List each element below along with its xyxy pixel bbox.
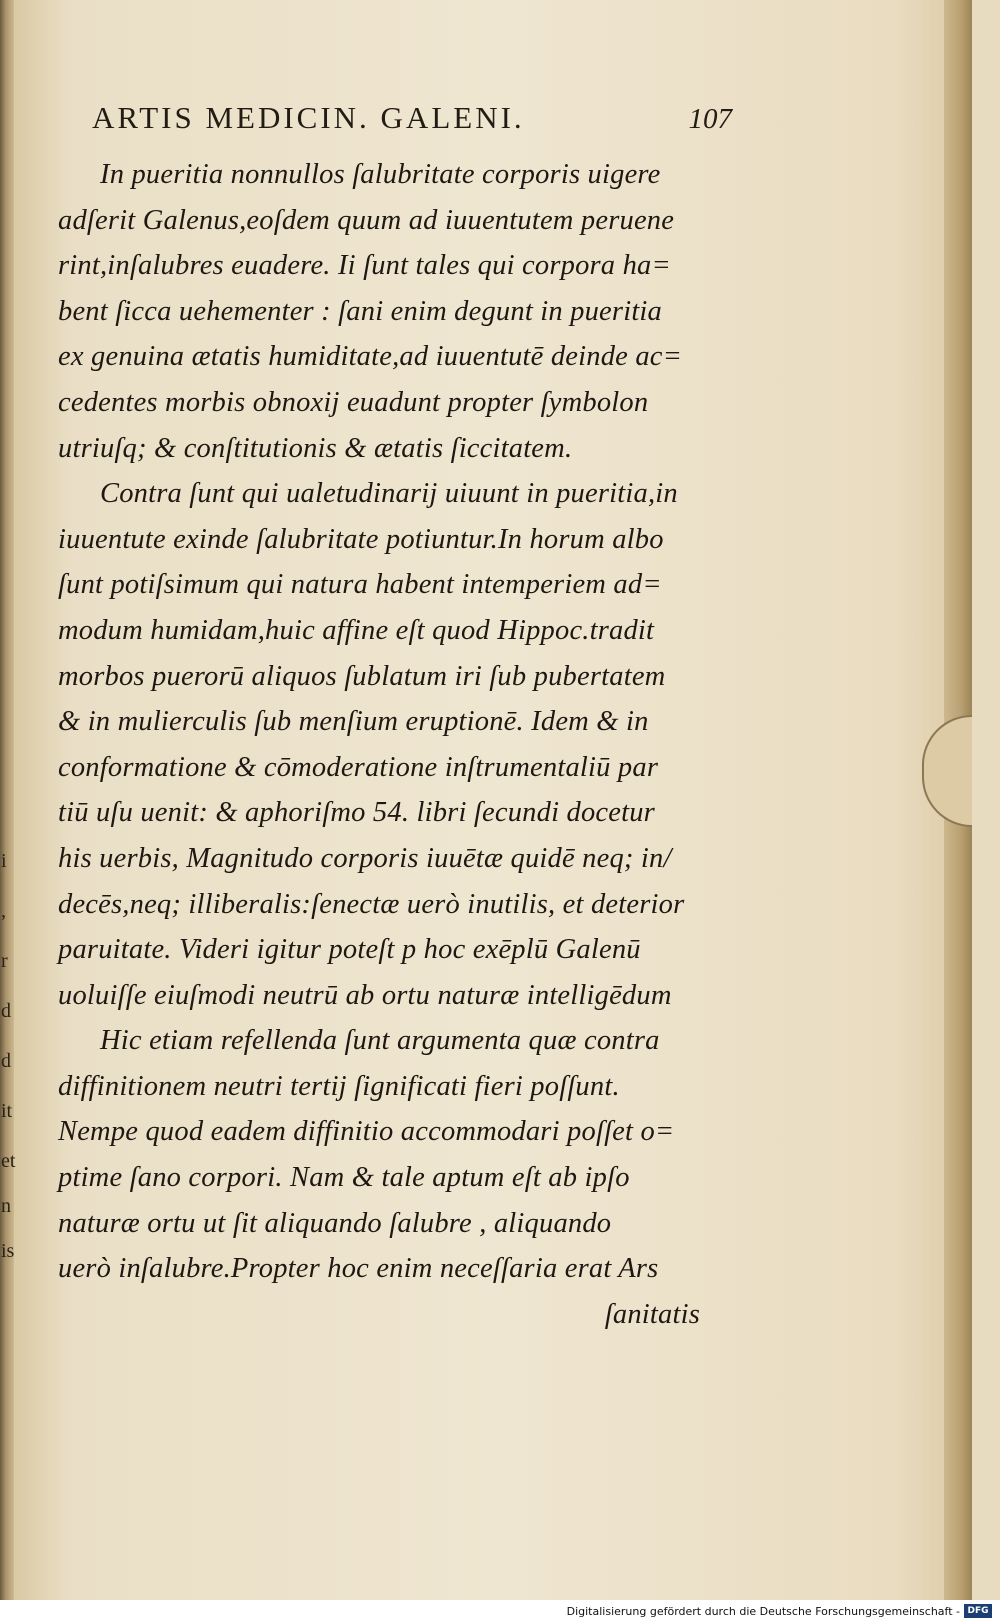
body-text bbox=[58, 152, 748, 1337]
text-line: rint,inſalubres euadere. Ii ſunt tales qui corpora ha= bbox=[58, 250, 671, 282]
text-line: his uerbis, Magnitudo corporis iuuētæ quidē neq; in/ bbox=[58, 842, 672, 874]
text-line: ptime ſano corpori. Nam & tale aptum eſt ab ipſo bbox=[58, 1162, 630, 1194]
edge-fragment: is bbox=[1, 1240, 15, 1262]
book-clasp-tab bbox=[922, 715, 972, 827]
text-line: iuuentute exinde ſalubritate potiuntur.In horum albo bbox=[58, 523, 664, 555]
text-line: ex genuina ætatis humiditate,ad iuuentutē deinde ac= bbox=[58, 341, 683, 373]
text-line: uoluiſſe eiuſmodi neutrū ab ortu naturæ intelligēdum bbox=[58, 979, 672, 1011]
edge-fragment: , bbox=[1, 900, 6, 922]
text-line: morbos puerorū aliquos ſublatum iri ſub pubertatem bbox=[58, 660, 666, 692]
text-line: utriuſq; & conſtitutionis & ætatis ſiccitatem. bbox=[58, 432, 573, 464]
text-line: naturæ ortu ut ſit aliquando ſalubre , aliquando bbox=[58, 1207, 612, 1239]
dfg-logo: DFG bbox=[964, 1604, 992, 1618]
text-line: paruitate. Videri igitur poteſt p hoc exēplū Galenū bbox=[58, 934, 641, 966]
edge-fragment: et bbox=[1, 1150, 16, 1172]
page-header bbox=[92, 100, 732, 136]
text-line: tiū uſu uenit: & aphoriſmo 54. libri ſecundi docetur bbox=[58, 797, 655, 829]
text-line: diffinitionem neutri tertij ſignificati fieri poſſunt. bbox=[58, 1070, 620, 1102]
text-line: cedentes morbis obnoxij euadunt propter ſymbolon bbox=[58, 386, 649, 418]
edge-fragment: n bbox=[1, 1195, 11, 1217]
text-line: ſunt potiſsimum qui natura habent intemperiem ad= bbox=[58, 569, 662, 601]
facing-page-text-fragments bbox=[0, 0, 14, 1600]
catchword: ſanitatis bbox=[604, 1298, 700, 1330]
text-line: Hic etiam refellenda ſunt argumenta quæ contra bbox=[100, 1025, 660, 1057]
text-line: adſerit Galenus,eoſdem quum ad iuuentutem peruene bbox=[58, 204, 675, 236]
running-head: ARTIS MEDICIN. GALENI. bbox=[92, 100, 525, 135]
text-line: decēs,neq; illiberalis:ſenectæ uerò inutilis, et deterior bbox=[58, 888, 685, 920]
text-line: conformatione & cōmoderatione inſtrumentaliū par bbox=[58, 751, 659, 783]
edge-fragment: r bbox=[1, 950, 8, 972]
edge-fragment: i bbox=[1, 850, 7, 872]
text-line: modum humidam,huic affine eſt quod Hippoc.tradit bbox=[58, 614, 655, 646]
edge-fragment: d bbox=[1, 1000, 11, 1022]
text-line: uerò inſalubre.Propter hoc enim neceſſaria erat Ars bbox=[58, 1253, 659, 1285]
text-line: & in mulierculis ſub menſium eruptionē. Idem & in bbox=[58, 706, 649, 738]
edge-fragment: it bbox=[1, 1100, 13, 1122]
text-line: bent ſicca uehementer : ſani enim degunt in pueritia bbox=[58, 295, 663, 327]
edge-fragment: d bbox=[1, 1050, 11, 1072]
digitization-footer bbox=[0, 1600, 1000, 1623]
page-number: 107 bbox=[688, 103, 732, 135]
text-line: Nempe quod eadem diffinitio accommodari poſſet o= bbox=[58, 1116, 675, 1148]
text-line: Contra ſunt qui ualetudinarij uiuunt in pueritia,in bbox=[100, 478, 678, 510]
funding-credit: Digitalisierung gefördert durch die Deutsche Forschungsgemeinschaft - bbox=[566, 1605, 960, 1618]
text-line: In pueritia nonnullos ſalubritate corporis uigere bbox=[100, 159, 661, 190]
